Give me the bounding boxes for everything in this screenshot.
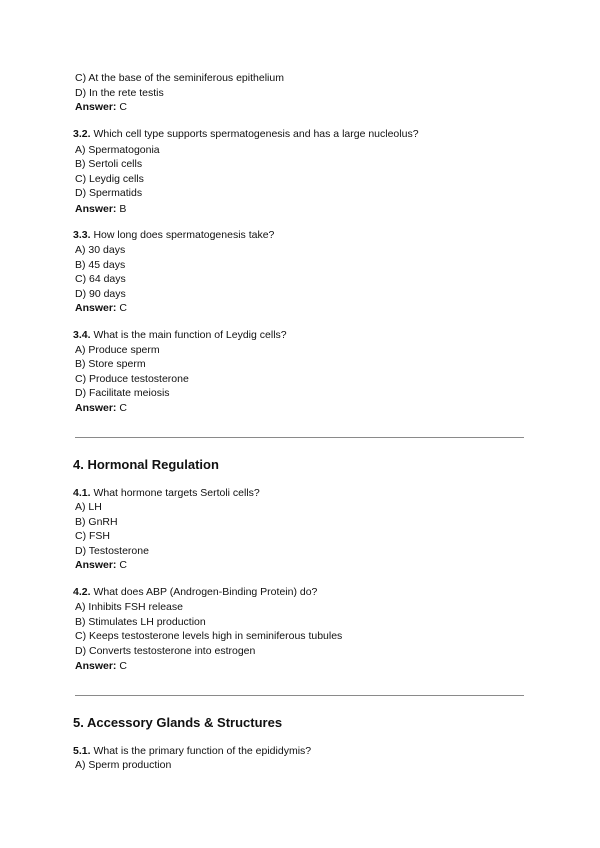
question-3-4 [73,329,287,342]
answer-value: C [119,559,127,571]
option-b: B) GnRH [75,516,118,528]
option-c: C) FSH [75,530,110,542]
answer-value: B [119,203,127,215]
option-b: B) Store sperm [75,358,146,370]
option-c: C) At the base of the seminiferous epithelium [75,72,284,84]
option-a: A) Sperm production [75,759,172,771]
answer-label: Answer: [75,302,117,314]
question-text: What does ABP (Androgen-Binding Protein) do? [93,586,318,598]
option-b: B) Stimulates LH production [75,616,206,628]
option-d: D) Testosterone [75,545,149,557]
option-c: C) Keeps testosterone levels high in seminiferous tubules [75,630,343,642]
section-heading-4: 4. Hormonal Regulation [73,457,219,472]
question-number: 3.4. [73,329,91,341]
answer-value: C [119,302,127,314]
question-4-2 [73,586,317,599]
option-a: A) Produce sperm [75,344,160,356]
option-c: C) 64 days [75,273,126,285]
answer-label: Answer: [75,101,117,113]
question-number: 4.1. [73,487,91,499]
answer-value: C [119,660,127,672]
question-number: 5.1. [73,745,91,757]
question-text: What is the main function of Leydig cells? [93,329,287,341]
option-d: D) Facilitate meiosis [75,387,170,399]
question-number: 3.3. [73,229,91,241]
option-a: A) 30 days [75,244,126,256]
answer-line [75,402,127,415]
option-d: D) Spermatids [75,187,143,199]
answer-line [75,203,126,216]
option-a: A) Inhibits FSH release [75,601,183,613]
question-text: How long does spermatogenesis take? [93,229,275,241]
option-b: B) Sertoli cells [75,158,143,170]
option-d: D) In the rete testis [75,87,164,99]
answer-label: Answer: [75,203,117,215]
question-4-1 [73,487,260,500]
option-d: D) 90 days [75,288,126,300]
option-d: D) Converts testosterone into estrogen [75,645,256,657]
question-5-1 [73,745,311,758]
question-text: Which cell type supports spermatogenesis and has a large nucleolus? [93,128,419,140]
question-text: What hormone targets Sertoli cells? [93,487,260,499]
option-c: C) Leydig cells [75,173,144,185]
option-a: A) Spermatogonia [75,144,160,156]
option-c: C) Produce testosterone [75,373,189,385]
answer-line [75,101,127,114]
answer-label: Answer: [75,559,117,571]
answer-line [75,660,127,673]
answer-label: Answer: [75,660,117,672]
section-heading-5: 5. Accessory Glands & Structures [73,715,283,730]
answer-line [75,559,127,572]
option-a: A) LH [75,501,102,513]
section-divider [75,437,524,438]
question-text: What is the primary function of the epididymis? [93,745,312,757]
question-3-3 [73,229,274,242]
section-divider [75,695,524,696]
answer-value: C [119,402,127,414]
question-number: 3.2. [73,128,91,140]
question-number: 4.2. [73,586,91,598]
option-b: B) 45 days [75,259,126,271]
answer-line [75,302,127,315]
question-3-2 [73,128,419,141]
answer-label: Answer: [75,402,117,414]
answer-value: C [119,101,127,113]
